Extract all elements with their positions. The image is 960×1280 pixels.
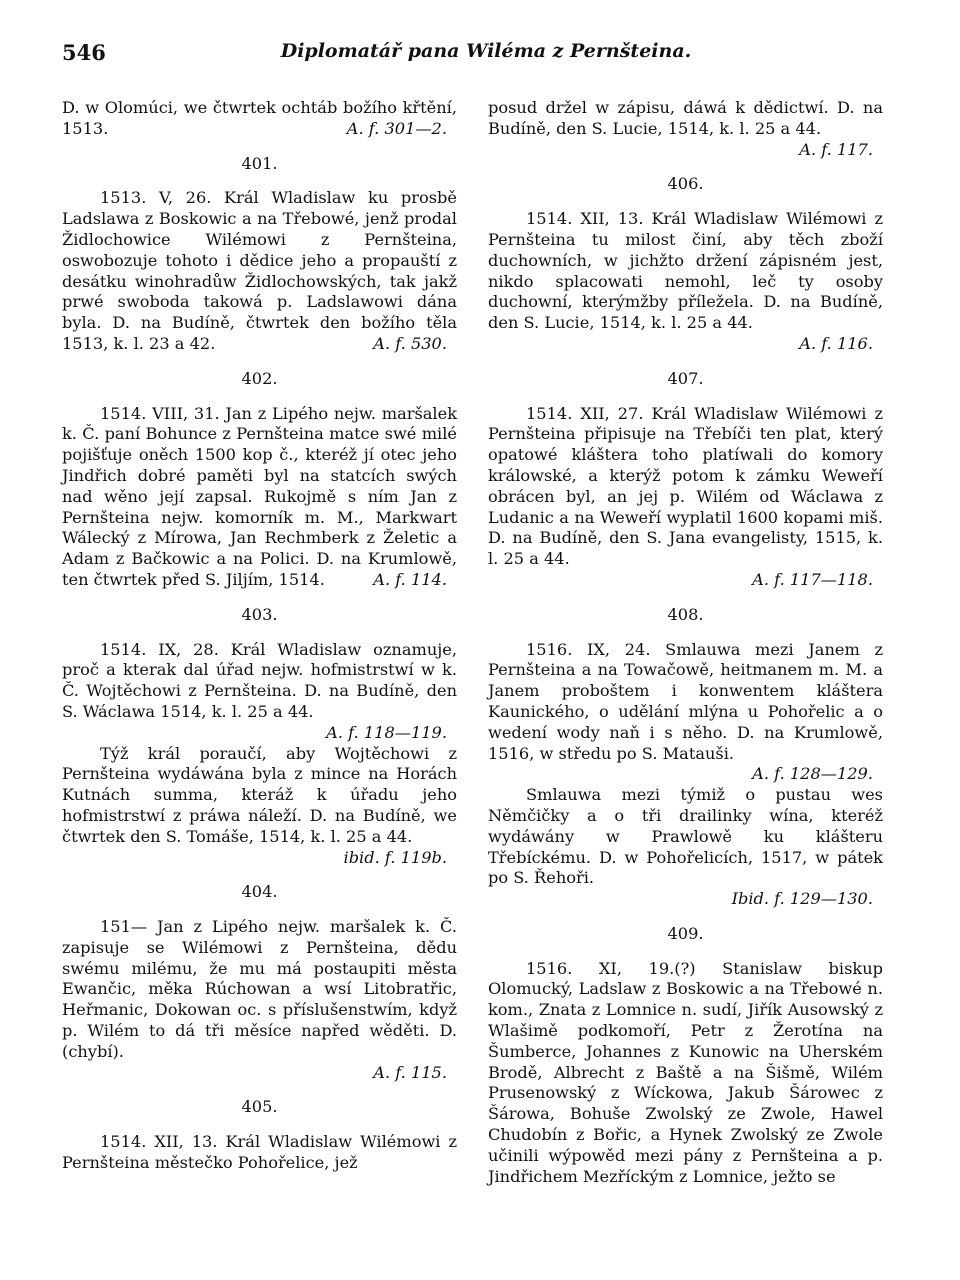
citation-403: A. f. 118—119. [326, 722, 447, 742]
entry-403-second-text: Týž král poraučí, aby Wojtěchowi z Pernšteina wydáwána byla z mince na Horách Kutnách summa, kteráž k úřadu jeho hofmistrstwí z práwa náleží. D. na Budíně, we čtwrtek den S. Tomáše, 1514, k. l. 25 a 44. [62, 743, 457, 846]
entry-number-408: 408. [667, 604, 704, 624]
citation-404: A. f. 115. [373, 1062, 447, 1082]
citation-408-second: Ibid. f. 129—130. [731, 889, 873, 909]
entry-407-text: 1514. XII, 27. Král Wladislaw Wilémowi z Pernšteina připisuje na Třebíči ten plat, který opatowé kláštera toho platíwali do komory králowské, a kterýž potom k zámku Weweří obrácen byl, an jej p. Wilém od Wáclawa z Ludanic a na Weweří wyplatil 1600 kopami miš. D. na Budíně, den S. Jana evangelisty, 1515, k. l. 25 a 44. [488, 403, 883, 569]
citation-406: A. f. 116. [799, 333, 873, 353]
page-number: 546 [62, 40, 106, 65]
entry-408-second-text: Smlauwa mezi týmiž o pustau wes Němčičky a o tři drailinky wína, kteréž wydáwány w Prawlowě ku klášteru Třebíckému. D. w Pohořelicích, 1517, w pátek po S. Řehoři. [488, 785, 883, 888]
entry-409-text: 1516. XI, 19.(?) Stanislaw biskup Olomucký, Ladslaw z Boskowic a na Třebowé n. kom., Znata z Lomnice n. sudí, Jiřík Ausowský z Wlašimě podkomoří, Petr z Žerotína na Šumberce, Johannes z Kunowic na Uherském Brodě, Albrecht z Baště a na Šišmě, Wilém Prusenowský z Wíckowa, Jakub Šárowec z Šárowa, Bohuše Zwolský ze Zwole, Hawel Chudobín z Bořic, a Hynek Zwolský ze Zwole učinili wýpowěd mezi pány z Pernšteina a p. Jindřichem Mezříckým z Lomnice, ježto se [488, 958, 883, 1186]
entry-number-403: 403. [241, 604, 278, 624]
entry-405-text: 1514. XII, 13. Král Wladislaw Wilémowi z Pernšteina městečko Pohořelice, jež [62, 1132, 457, 1173]
citation-407: A. f. 117—118. [752, 569, 873, 589]
citation-408: A. f. 128—129. [752, 764, 873, 784]
citation-402: A. f. 114. [373, 569, 447, 589]
page-header [62, 40, 910, 80]
citation-405: A. f. 117. [799, 139, 873, 159]
entry-number-406: 406. [667, 174, 704, 194]
entry-405-continued: posud držel w zápisu, dáwá k dědictwí. D. na Budíně, den S. Lucie, 1514, k. l. 25 a 44. [488, 98, 883, 138]
entry-408-text: 1516. IX, 24. Smlauwa mezi Janem z Pernšteina a na Towačowě, heitmanem m. M. a Janem proboštem i konwentem kláštera Kaunického, o udělání mlýna u Pohořelic a o wedení wody naň i s něho. D. na Krumlowě, 1516, w středu po S. Matauši. [488, 639, 883, 763]
left-column [62, 98, 457, 1174]
entry-400-end: D. w Olomúci, we čtwrtek ochtáb božího křtění, 1513. [62, 98, 457, 138]
entry-403-text: 1514. IX, 28. Král Wladislaw oznamuje, proč a kterak dal úřad nejw. hofmistrstwí w k. Č. Wojtěchowi z Pernšteina. D. na Budíně, den S. Wáclawa 1514, k. l. 25 a 44. [62, 639, 457, 721]
entry-402-text: 1514. VIII, 31. Jan z Lipého nejw. maršalek k. Č. paní Bohunce z Pernšteina matce swé milé pojišťuje oněch 1500 kop č., kteréž jí otec jeho Jindřich dobré paměti byl na statcích swých nad wěno její zapsal. Rukojmě s ním Jan z Pernšteina nejw. komorník m. M., Markwart Wálecký z Mírowa, Jan Rechmberk z Želetic a Adam z Bačkowic a na Polici. D. na Krumlowě, ten čtwrtek před S. Jiljím, 1514. [62, 403, 457, 589]
entry-number-409: 409. [667, 923, 704, 943]
entry-401-text: 1513. V, 26. Král Wladislaw ku prosbě Ladslawa z Boskowic a na Třebowé, jenž prodal Židlochowice Wilémowi z Pernšteina, oswobozuje tohoto i dědice jeho a propauští z desátku winohradůw Židlochowských, tak jakž prwé swoboda takowá p. Ladslawowi dána byla. D. na Budíně, čtwrtek den božího těla 1513, k. l. 23 a 42. [62, 188, 457, 353]
entry-number-407: 407. [667, 368, 704, 388]
right-column [488, 98, 883, 1187]
citation-400: A. f. 301—2. [346, 118, 447, 138]
entry-406-text: 1514. XII, 13. Král Wladislaw Wilémowi z Pernšteina tu milost činí, aby těch zboží duchowních, w jichžto držení zápisném jest, nikdo splacowati nemohl, leč ty osoby duchowní, kterýmžby příležela. D. na Budíně, den S. Lucie, 1514, k. l. 25 a 44. [488, 209, 883, 333]
entry-number-402: 402. [241, 368, 278, 388]
running-title: Diplomatář pana Wiléma z Pernšteina. [280, 40, 692, 62]
entry-number-404: 404. [241, 882, 278, 902]
entry-number-401: 401. [241, 153, 278, 173]
entry-404-text: 151— Jan z Lipého nejw. maršalek k. Č. zapisuje se Wilémowi z Pernšteina, dědu swému milému, že mu má postaupiti města Ewančic, měka Rúchowan a wsí Litobratřic, Heřmanic, Dokowan oc. s příslušenstwím, když p. Wilém to dá tři měsíce napřed wěděti. D. (chybí). [62, 917, 457, 1061]
entry-number-405: 405. [241, 1097, 278, 1117]
citation-401: A. f. 530. [373, 333, 447, 353]
citation-403-second: ibid. f. 119b. [343, 847, 447, 867]
